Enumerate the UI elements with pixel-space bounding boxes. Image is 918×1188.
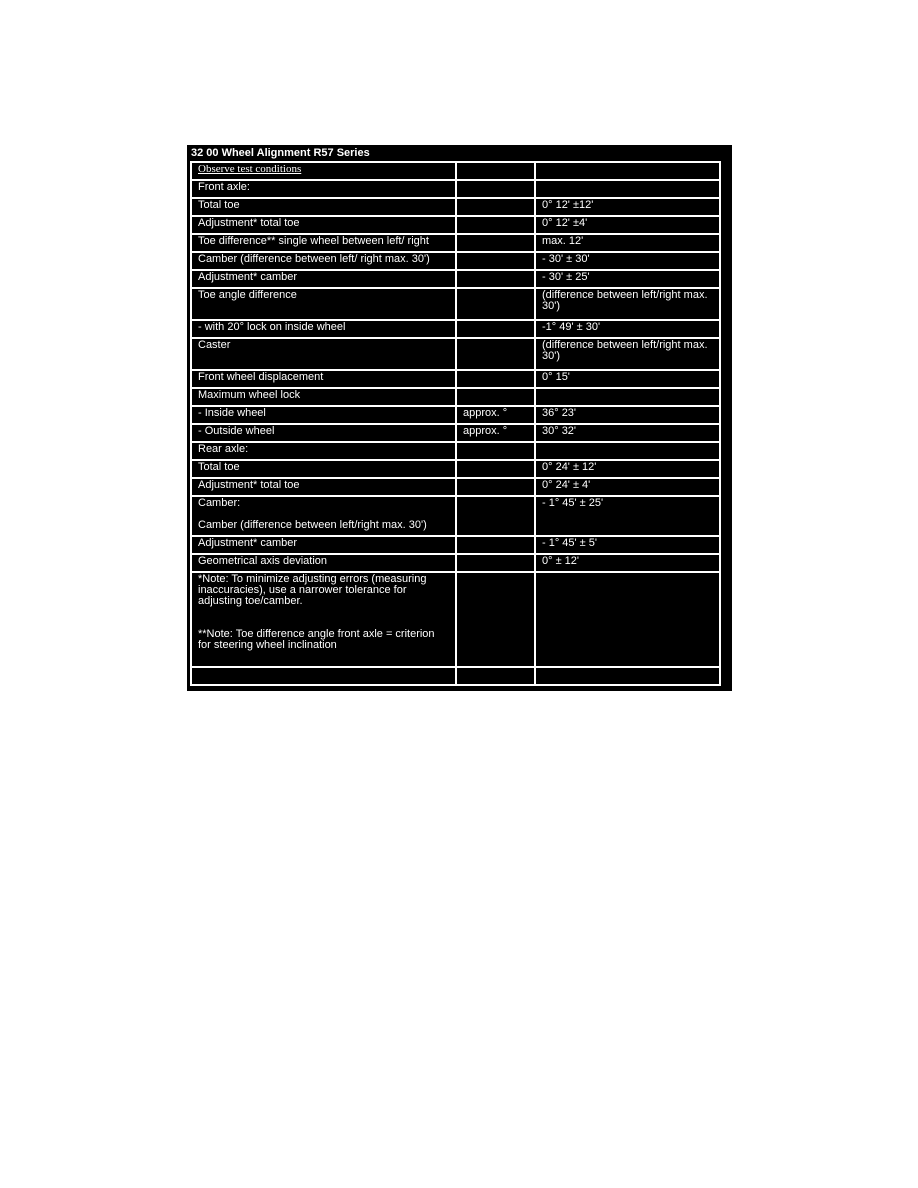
spec-qualifier bbox=[456, 162, 535, 180]
table-row bbox=[191, 338, 720, 370]
spec-title: 32 00 Wheel Alignment R57 Series bbox=[191, 147, 370, 159]
spec-label[interactable] bbox=[191, 162, 456, 180]
spec-qualifier bbox=[456, 288, 535, 320]
spec-value bbox=[535, 442, 720, 460]
spec-label: Total toe bbox=[191, 198, 456, 216]
spec-qualifier bbox=[456, 338, 535, 370]
table-row bbox=[191, 536, 720, 554]
spec-value bbox=[535, 388, 720, 406]
spec-value: (difference between left/right max. 30') bbox=[535, 288, 720, 320]
spec-qualifier: approx. ° bbox=[456, 406, 535, 424]
table-row bbox=[191, 406, 720, 424]
spec-value bbox=[535, 162, 720, 180]
spec-label: Caster bbox=[191, 338, 456, 370]
table-row bbox=[191, 288, 720, 320]
spec-value: (difference between left/right max. 30') bbox=[535, 338, 720, 370]
spec-qualifier bbox=[456, 388, 535, 406]
table-row bbox=[191, 162, 720, 180]
spec-label: - with 20° lock on inside wheel bbox=[191, 320, 456, 338]
table-row bbox=[191, 216, 720, 234]
spec-label: - Outside wheel bbox=[191, 424, 456, 442]
spec-value: - 30' ± 25' bbox=[535, 270, 720, 288]
table-row bbox=[191, 478, 720, 496]
table-row bbox=[191, 198, 720, 216]
spec-qualifier bbox=[456, 370, 535, 388]
spec-value: 0° 24' ± 12' bbox=[535, 460, 720, 478]
spec-qualifier bbox=[456, 320, 535, 338]
table-row bbox=[191, 554, 720, 572]
spec-qualifier bbox=[456, 536, 535, 554]
spec-label: Adjustment* camber bbox=[191, 270, 456, 288]
table-row bbox=[191, 388, 720, 406]
spec-qualifier bbox=[456, 198, 535, 216]
spec-qualifier bbox=[456, 478, 535, 496]
spec-label: Adjustment* total toe bbox=[191, 216, 456, 234]
spec-qualifier bbox=[456, 442, 535, 460]
spec-label: Toe angle difference bbox=[191, 288, 456, 320]
spec-qualifier: approx. ° bbox=[456, 424, 535, 442]
spec-qualifier bbox=[456, 180, 535, 198]
spec-value: -1° 49' ± 30' bbox=[535, 320, 720, 338]
spec-qualifier bbox=[456, 252, 535, 270]
table-row bbox=[191, 572, 720, 667]
spec-value: max. 12' bbox=[535, 234, 720, 252]
observe-test-conditions-link[interactable]: Observe test conditions bbox=[198, 163, 302, 175]
spec-qualifier bbox=[456, 572, 535, 667]
spec-label: Front wheel displacement bbox=[191, 370, 456, 388]
spec-label bbox=[191, 667, 456, 685]
table-row bbox=[191, 234, 720, 252]
spec-value: 0° 12' ±12' bbox=[535, 198, 720, 216]
spec-qualifier bbox=[456, 460, 535, 478]
table-row bbox=[191, 460, 720, 478]
spec-value: 0° ± 12' bbox=[535, 554, 720, 572]
spec-qualifier bbox=[456, 554, 535, 572]
spec-label: Rear axle: bbox=[191, 442, 456, 460]
spec-value bbox=[535, 667, 720, 685]
table-row bbox=[191, 370, 720, 388]
spec-qualifier bbox=[456, 216, 535, 234]
spec-value: - 30' ± 30' bbox=[535, 252, 720, 270]
spec-value: 0° 15' bbox=[535, 370, 720, 388]
spec-label: - Inside wheel bbox=[191, 406, 456, 424]
table-row bbox=[191, 496, 720, 536]
spec-value: 0° 24' ± 4' bbox=[535, 478, 720, 496]
spec-qualifier bbox=[456, 667, 535, 685]
spec-value: - 1° 45' ± 25' bbox=[535, 496, 720, 536]
spec-label: Geometrical axis deviation bbox=[191, 554, 456, 572]
spec-label: Camber (difference between left/ right max. 30') bbox=[191, 252, 456, 270]
spec-value bbox=[535, 572, 720, 667]
notes-cell: *Note: To minimize adjusting errors (measuring inaccuracies), use a narrower tolerance for adjusting toe/camber. **Note: Toe difference angle front axle = criterion for steering wheel inclination bbox=[191, 572, 456, 667]
spec-qualifier bbox=[456, 496, 535, 536]
spec-label: Front axle: bbox=[191, 180, 456, 198]
spec-value: - 1° 45' ± 5' bbox=[535, 536, 720, 554]
table-row bbox=[191, 270, 720, 288]
table-row bbox=[191, 252, 720, 270]
spec-label: Camber: Camber (difference between left/right max. 30') bbox=[191, 496, 456, 536]
spec-label: Maximum wheel lock bbox=[191, 388, 456, 406]
spec-label: Toe difference** single wheel between left/ right bbox=[191, 234, 456, 252]
spec-value: 36° 23' bbox=[535, 406, 720, 424]
table-row bbox=[191, 442, 720, 460]
wheel-alignment-spec-panel bbox=[187, 145, 732, 691]
spec-label: Adjustment* total toe bbox=[191, 478, 456, 496]
table-row bbox=[191, 180, 720, 198]
spec-label: Adjustment* camber bbox=[191, 536, 456, 554]
table-row bbox=[191, 320, 720, 338]
spec-qualifier bbox=[456, 234, 535, 252]
spec-label: Total toe bbox=[191, 460, 456, 478]
table-row bbox=[191, 424, 720, 442]
spec-table bbox=[190, 161, 721, 686]
table-row bbox=[191, 667, 720, 685]
spec-value bbox=[535, 180, 720, 198]
spec-value: 30° 32' bbox=[535, 424, 720, 442]
spec-value: 0° 12' ±4' bbox=[535, 216, 720, 234]
spec-qualifier bbox=[456, 270, 535, 288]
